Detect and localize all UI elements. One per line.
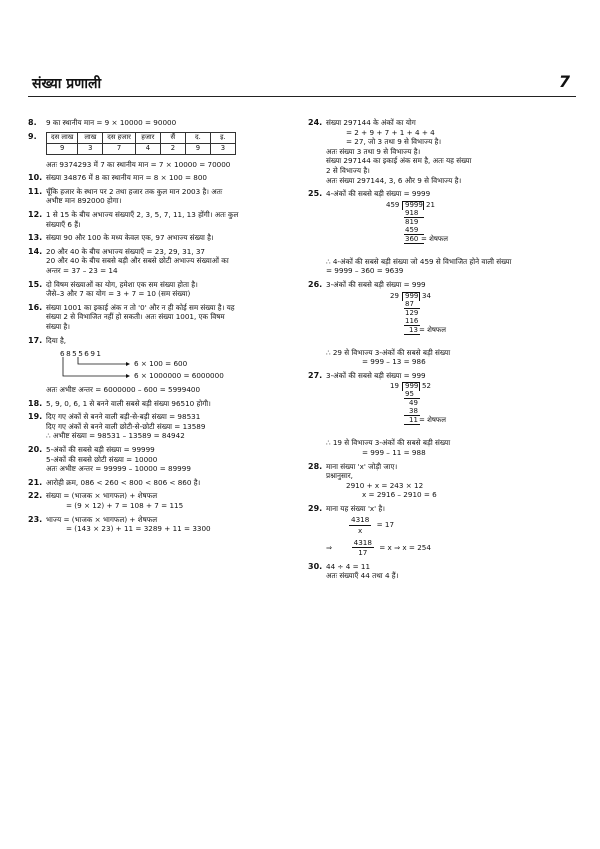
- solution-27: [308, 370, 562, 458]
- solution-number: 25.: [308, 189, 323, 199]
- table-cell: 3: [78, 143, 103, 154]
- solution-text: जैसे–3 और 7 का योग = 3 + 7 = 10 (सम संख्या): [46, 289, 191, 299]
- long-division: [386, 201, 562, 253]
- numerator: 4318: [353, 537, 372, 547]
- equation-rhs: = 17: [376, 520, 395, 530]
- solution-text: = 27, जो 3 तथा 9 से विभाज्य है।: [346, 137, 442, 147]
- table-cell: 9: [185, 143, 210, 154]
- step-value: 49: [409, 399, 418, 408]
- quotient: 52: [422, 382, 431, 391]
- page-header: [28, 74, 576, 97]
- left-column: [28, 118, 292, 538]
- table-cell: दस हजार: [103, 132, 136, 143]
- fraction: [349, 515, 371, 535]
- division-bracket: [419, 292, 420, 301]
- solution-11: [28, 186, 292, 206]
- solution-text: भाज्य = (भाजक × भागफल) + शेषफल: [46, 514, 158, 524]
- solution-18: [28, 398, 292, 409]
- solution-text: दिया है,: [46, 335, 67, 345]
- dividend: 999: [405, 291, 419, 300]
- table-cell: द.: [185, 132, 210, 143]
- step-value: 116: [405, 316, 419, 325]
- solution-number: 20.: [28, 445, 43, 455]
- solution-number: 11.: [28, 186, 43, 196]
- page-number: 7: [558, 72, 570, 91]
- solution-22: [28, 491, 292, 511]
- solution-number: 17.: [28, 335, 43, 345]
- solution-text: संख्या 34876 में 8 का स्थानीय मान = 8 × 100 = 800: [46, 173, 207, 183]
- solution-text: दो विषम संख्याओं का योग, हमेशा एक सम संख्या होता है।: [46, 279, 198, 289]
- solution-text: = 9999 – 360 = 9639: [326, 266, 404, 276]
- solution-text: = 2 + 9 + 7 + 1 + 4 + 4: [346, 127, 435, 137]
- solution-number: 28.: [308, 461, 323, 471]
- division-bracket: [402, 292, 403, 301]
- solution-25: [308, 189, 562, 276]
- division-bracket: [419, 382, 420, 391]
- solution-15: [28, 279, 292, 299]
- solution-number: 27.: [308, 370, 323, 380]
- remainder-label: = शेषफल: [419, 416, 447, 425]
- step-value: 87: [405, 299, 414, 308]
- divisor: 459: [386, 200, 400, 209]
- division-rule: [404, 243, 424, 244]
- solution-text: संख्या है।: [46, 321, 70, 331]
- step-value: 918: [405, 208, 419, 217]
- solution-17: [28, 335, 292, 395]
- table-cell: दस लाख: [47, 132, 78, 143]
- solution-text: 44 ÷ 4 = 11: [326, 561, 371, 571]
- solution-number: 26.: [308, 279, 323, 289]
- solution-text: संख्या = (भाजक × भागफल) + शेषफल: [46, 491, 158, 501]
- step-value: 129: [405, 308, 419, 317]
- solution-21: [28, 477, 292, 488]
- solution-number: 29.: [308, 503, 323, 513]
- solution-14: [28, 246, 292, 276]
- quotient: 21: [426, 200, 435, 209]
- solution-number: 21.: [28, 477, 43, 487]
- solution-text: चूँकि हजार के स्थान पर 2 तथा हजार तक कुल मान 2003 है। अतः: [46, 186, 223, 196]
- solution-text: 9 का स्थानीय मान = 9 × 10000 = 90000: [46, 118, 177, 127]
- dividend: 999: [405, 382, 419, 391]
- solution-number: 8.: [28, 118, 37, 127]
- solution-8: [28, 118, 292, 128]
- remainder: 13: [409, 325, 418, 334]
- solution-number: 18.: [28, 398, 43, 408]
- solution-text: अतः संख्याएँ 44 तथा 4 हैं।: [326, 571, 399, 581]
- solution-number: 22.: [28, 491, 43, 501]
- solution-number: 15.: [28, 279, 43, 289]
- solution-text: अतः अभीष्ट अन्तर = 99999 – 10000 = 89999: [46, 464, 191, 474]
- solution-10: [28, 173, 292, 183]
- solution-text: अतः संख्या 297144, 3, 6 और 9 से विभाज्य है।: [326, 175, 462, 185]
- table-cell: 7: [103, 143, 136, 154]
- solution-text: 1 से 15 के बीच अभाज्य संख्याएँ 2, 3, 5, 7, 11, 13 होंगी। अतः कुल: [46, 209, 239, 219]
- quotient: 34: [422, 291, 431, 300]
- solution-19: [28, 412, 292, 441]
- solution-text: संख्या 297144 के अंकों का योग: [326, 118, 416, 127]
- solution-9: [28, 131, 292, 170]
- numerator: 4318: [351, 515, 370, 525]
- division-bracket: [423, 201, 424, 210]
- solution-12: [28, 209, 292, 229]
- solution-23: [28, 514, 292, 534]
- remainder: 11: [409, 416, 418, 425]
- solution-text: 2910 + x = 243 × 12: [346, 480, 424, 490]
- solution-text: 2 से विभाज्य है।: [326, 165, 370, 175]
- equation-rhs: = x ⇒ x = 254: [379, 542, 431, 552]
- long-division: [386, 292, 562, 344]
- solution-29: [308, 503, 562, 558]
- given-number: 6855691: [60, 349, 103, 359]
- long-division: [386, 382, 562, 434]
- solution-number: 13.: [28, 233, 43, 243]
- division-bracket: [402, 382, 403, 391]
- fraction-equation: [326, 515, 562, 535]
- solution-text: अभीष्ट मान 892000 होगा।: [46, 196, 122, 206]
- solution-text: संख्याएँ 6 हैं।: [46, 219, 81, 229]
- solution-26: [308, 279, 562, 367]
- solution-text: अतः 9374293 में 7 का स्थानीय मान = 7 × 10000 = 70000: [46, 159, 231, 169]
- solution-text: 3-अंकों की सबसे बड़ी संख्या = 999: [326, 370, 426, 380]
- solution-text: प्रश्नानुसार,: [326, 471, 353, 481]
- expression: 6 × 1000000 = 6000000: [134, 371, 224, 381]
- solution-30: [308, 561, 562, 581]
- place-value-table: [46, 132, 236, 155]
- solution-text: ∴ 29 से विभाज्य 3-अंकों की सबसे बड़ी संख्या: [326, 347, 451, 357]
- solution-text: दिए गए अंकों से बनने वाली बड़ी-से-बड़ी संख्या = 98531: [46, 412, 201, 422]
- step-value: 819: [405, 217, 419, 226]
- table-cell: 4: [135, 143, 160, 154]
- fraction-equation: [326, 538, 562, 558]
- place-value-diagram: [46, 347, 292, 381]
- solution-text: 4-अंकों की सबसे बड़ी संख्या = 9999: [326, 189, 431, 199]
- solution-text: = (143 × 23) + 11 = 3289 + 11 = 3300: [66, 524, 211, 534]
- solution-text: अतः संख्या 3 तथा 9 से विभाज्य है।: [326, 146, 421, 156]
- table-cell: हजार: [135, 132, 160, 143]
- solution-number: 24.: [308, 118, 323, 127]
- solution-text: 20 और 40 के बीच अभाज्य संख्याएँ = 23, 29, 31, 37: [46, 246, 205, 256]
- solution-text: 5-अंकों की सबसे बड़ी संख्या = 99999: [46, 445, 155, 455]
- step-value: 38: [409, 407, 418, 416]
- right-column: [308, 118, 562, 585]
- denominator: x: [358, 526, 363, 536]
- solution-text: 3-अंकों की सबसे बड़ी संख्या = 999: [326, 279, 426, 289]
- solution-text: संख्या 1001 का इकाई अंक न तो '0' और न ही कोई सम संख्या है। यह: [46, 302, 235, 312]
- solution-number: 30.: [308, 561, 323, 571]
- solution-number: 10.: [28, 173, 43, 183]
- solution-13: [28, 233, 292, 243]
- solution-text: ∴ 4-अंकों की सबसे बड़ी संख्या जो 459 से विभाजित होने वाली संख्या: [326, 256, 512, 266]
- solution-number: 9.: [28, 131, 37, 141]
- solution-number: 19.: [28, 412, 43, 422]
- solution-text: दिए गए अंकों से बनने वाली छोटी-से-छोटी संख्या = 13589: [46, 421, 206, 431]
- solution-text: = 999 – 11 = 988: [362, 447, 426, 457]
- dividend: 9999: [405, 200, 423, 209]
- solution-text: 5-अंकों की सबसे छोटी संख्या = 10000: [46, 454, 158, 464]
- solution-text: x = 2916 – 2910 = 6: [362, 490, 437, 500]
- solution-28: [308, 461, 562, 500]
- solution-number: 16.: [28, 302, 43, 312]
- denominator: 17: [358, 548, 368, 558]
- solution-text: 5, 9, 0, 6, 1 से बनने वाली सबसे बड़ी संख्या 96510 होगी।: [46, 398, 211, 408]
- solution-number: 14.: [28, 246, 43, 256]
- divisor: 19: [390, 382, 399, 391]
- solution-number: 23.: [28, 514, 43, 524]
- implies-symbol: ⇒: [326, 542, 333, 552]
- solution-text: माना संख्या 'x' जोड़ी जाए।: [326, 461, 398, 471]
- table-cell: 3: [210, 143, 235, 154]
- chapter-title: संख्या प्रणाली: [32, 76, 102, 92]
- solution-text: संख्या 2 से विभाजित नहीं हो सकती। अतः संख्या 1001, एक विषम: [46, 312, 225, 322]
- solution-text: संख्या 297144 का इकाई अंक सम है, अतः यह संख्या: [326, 156, 472, 166]
- table-cell: इ.: [210, 132, 235, 143]
- solution-24: [308, 118, 562, 185]
- step-value: 459: [405, 225, 419, 234]
- table-cell: सैं: [160, 132, 185, 143]
- solution-text: माना यह संख्या 'x' है।: [326, 503, 385, 513]
- solution-20: [28, 445, 292, 474]
- solution-16: [28, 302, 292, 332]
- solution-number: 12.: [28, 209, 43, 219]
- fraction: [352, 538, 374, 558]
- solution-text: = 999 – 13 = 986: [362, 357, 426, 367]
- table-cell: 2: [160, 143, 185, 154]
- step-value: 95: [405, 390, 414, 399]
- solution-text: अतः अभीष्ट अन्तर = 6000000 – 600 = 5999400: [46, 385, 201, 395]
- solution-text: आरोही क्रम, 086 < 260 < 800 < 806 < 860 है।: [46, 477, 201, 487]
- division-rule: [404, 424, 420, 425]
- table-cell: लाख: [78, 132, 103, 143]
- solution-text: ∴ 19 से विभाज्य 3-अंकों की सबसे बड़ी संख्या: [326, 438, 451, 448]
- remainder: 360: [405, 234, 419, 243]
- solution-text: ∴ अभीष्ट संख्या = 98531 – 13589 = 84942: [46, 431, 185, 441]
- table-cell: 9: [47, 143, 78, 154]
- remainder-label: = शेषफल: [421, 234, 449, 243]
- remainder-label: = शेषफल: [419, 325, 447, 334]
- solution-text: संख्या 90 और 100 के मध्य केवल एक, 97 अभाज्य संख्या है।: [46, 233, 214, 243]
- place-value-header-row: [47, 132, 236, 143]
- division-bracket: [402, 201, 403, 210]
- solution-text: 20 और 40 के बीच सबसे बड़ी और सबसे छोटी अभाज्य संख्याओं का: [46, 256, 229, 266]
- division-rule: [404, 334, 420, 335]
- place-value-digit-row: [47, 143, 236, 154]
- solution-text: अन्तर = 37 – 23 = 14: [46, 265, 118, 275]
- solution-text: = (9 × 12) + 7 = 108 + 7 = 115: [66, 501, 184, 511]
- divisor: 29: [390, 291, 399, 300]
- expression: 6 × 100 = 600: [134, 359, 188, 369]
